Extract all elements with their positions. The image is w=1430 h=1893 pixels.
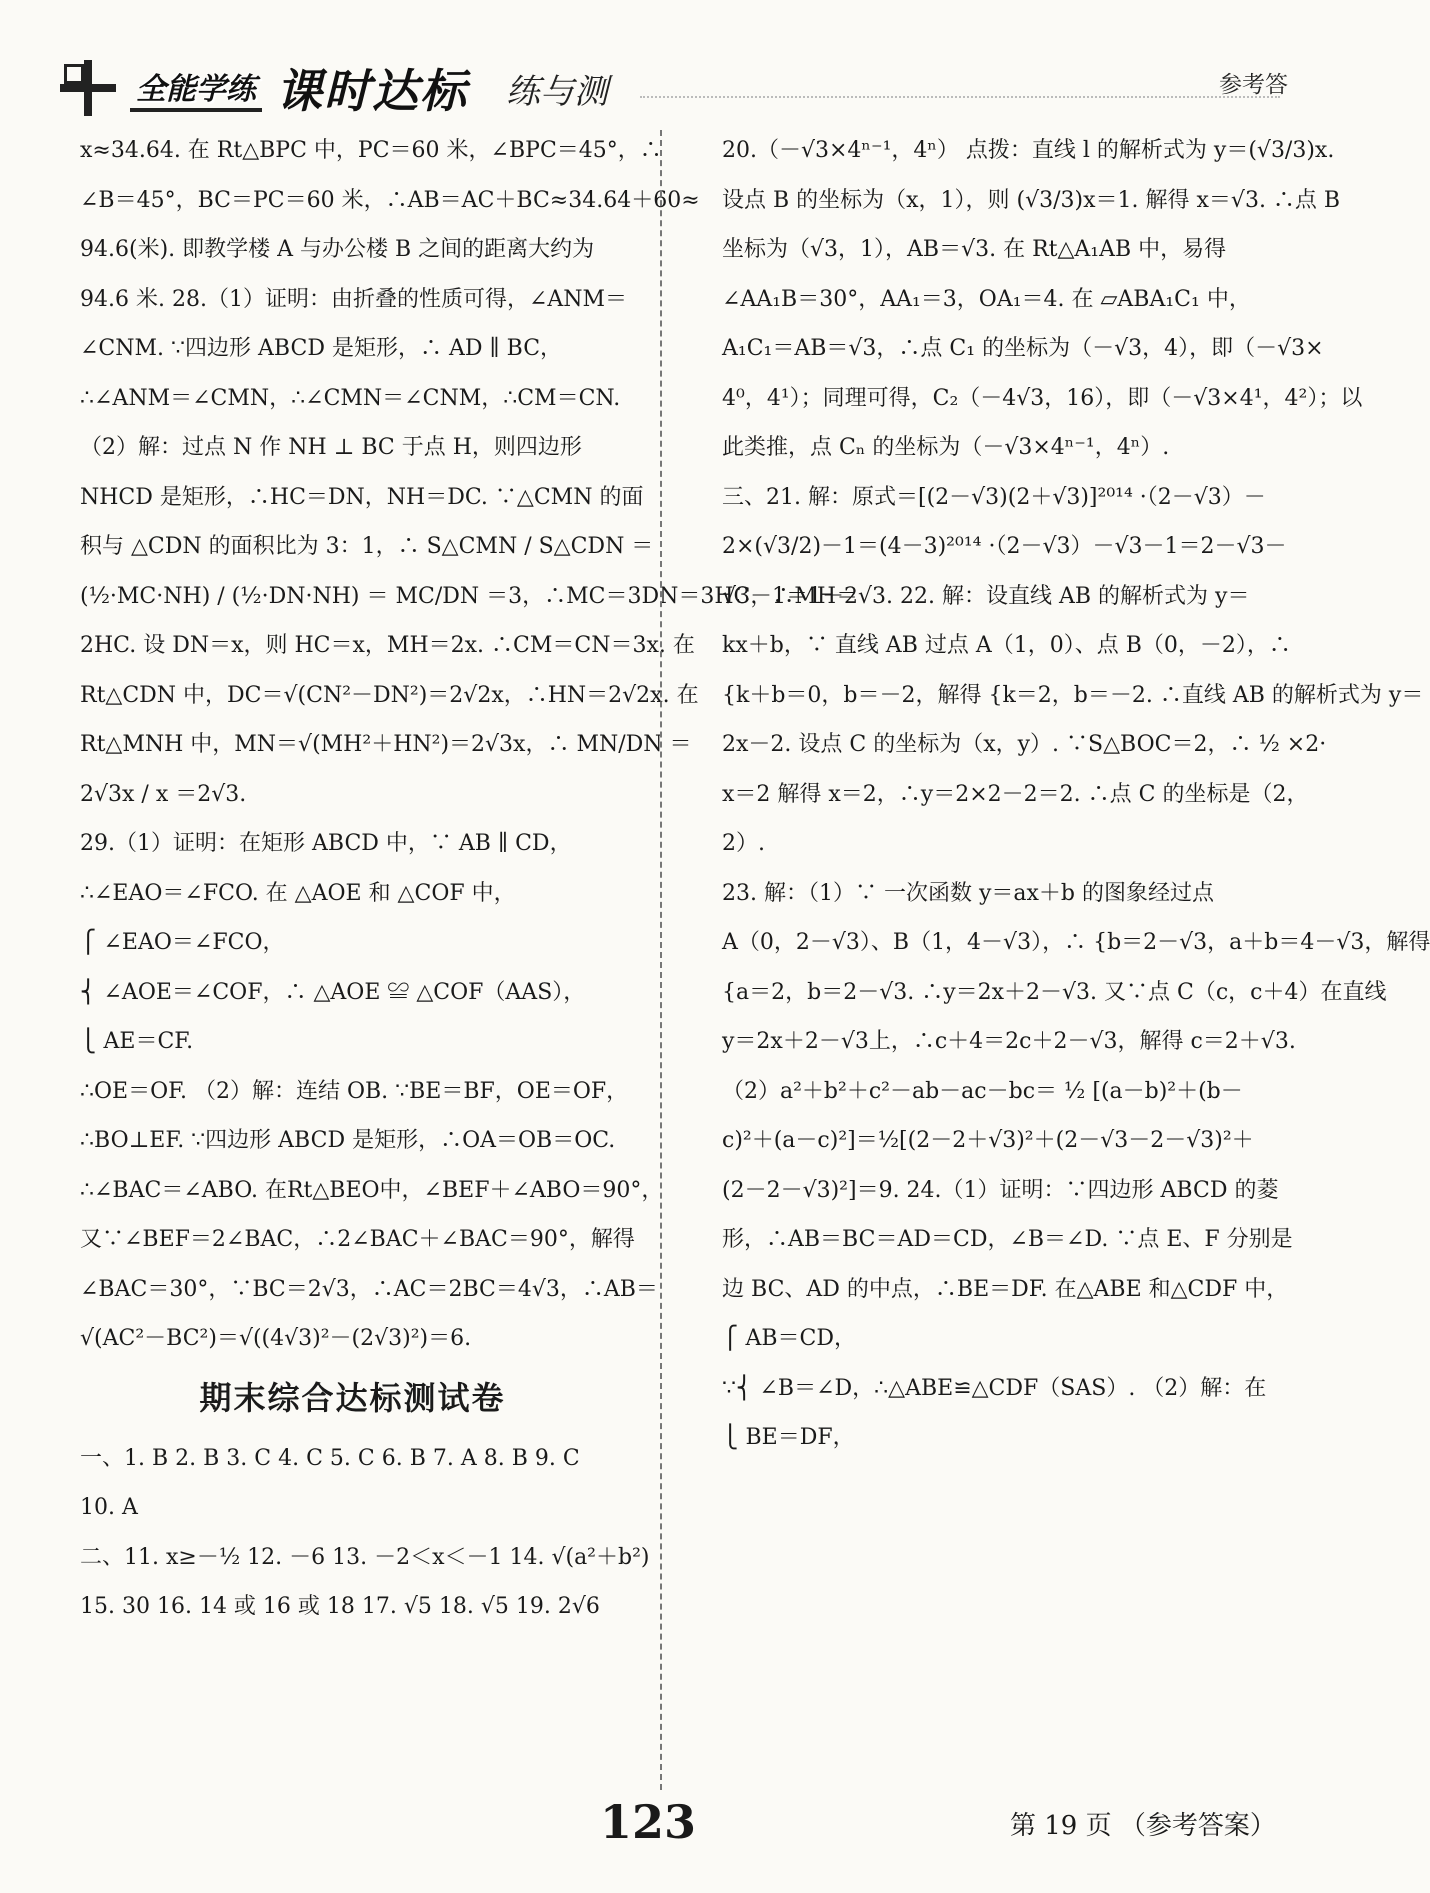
text-line: 积与 △CDN 的面积比为 3：1，∴ S△CMN / S△CDN ＝ xyxy=(80,534,654,559)
text-line: （2）a²＋b²＋c²－ab－ac－bc＝ ½ [(a－b)²＋(b－ xyxy=(722,1078,1243,1104)
section-title: 期末综合达标测试卷 xyxy=(199,1378,506,1417)
text-line: 29.（1）证明：在矩形 ABCD 中，∵ AB ∥ CD， xyxy=(80,831,572,856)
answers-block xyxy=(80,1434,650,1632)
footer-info xyxy=(1010,1805,1276,1842)
answer-line: 一、1. B 2. B 3. C 4. C 5. C 6. B 7. A 8. B 9. C xyxy=(80,1445,580,1471)
text-line: A（0，2－√3）、B（1，4－√3），∴ {b＝2－√3，a＋b＝4－√3，解得 xyxy=(722,930,1430,955)
header-right-label: 参考答 xyxy=(1219,72,1288,98)
text-line: 形，∴AB＝BC＝AD＝CD，∠B＝∠D. ∵点 E、F 分别是 xyxy=(722,1227,1293,1252)
logo-mark-icon xyxy=(60,60,116,116)
logo-title: 课时达标 xyxy=(276,64,468,118)
text-line: {k＋b＝0，b＝－2，解得 {k＝2，b＝－2. ∴直线 AB 的解析式为 y＝ xyxy=(722,682,1424,708)
text-line: 2×(√3/2)－1＝(4－3)²⁰¹⁴ ·（2－√3）－√3－1＝2－√3－ xyxy=(722,534,1287,559)
text-line: ⎨ ∠AOE＝∠COF，∴ △AOE ≌ △COF（AAS）， xyxy=(80,979,586,1005)
answer-label: （参考答案） xyxy=(1119,1811,1276,1841)
text-line: (2－2－√3)²]＝9. 24.（1）证明：∵四边形 ABCD 的菱 xyxy=(722,1177,1279,1203)
text-line: ∴∠ANM＝∠CMN，∴∠CMN＝∠CNM，∴CM＝CN. xyxy=(80,385,621,411)
left-text-block xyxy=(80,126,859,1364)
answer-line: 10. A xyxy=(80,1495,138,1520)
text-line: 94.6 米. 28.（1）证明：由折叠的性质可得，∠ANM＝ xyxy=(80,286,628,312)
text-line: (½·MC·NH) / (½·DN·NH) ＝ MC/DN ＝3，∴MC＝3DN＝3HC，∴MH＝ xyxy=(80,583,859,609)
text-line: ∠B＝45°，BC＝PC＝60 米，∴AB＝AC＋BC≈34.64＋60≈ xyxy=(80,187,700,213)
text-line: 2）. xyxy=(722,831,765,856)
text-line: 2x－2. 设点 C 的坐标为（x，y）. ∵S△BOC＝2，∴ ½ ×2· xyxy=(722,732,1327,757)
page-label: 第 19 页 xyxy=(1010,1811,1112,1841)
text-line: 又∵∠BEF＝2∠BAC，∴2∠BAC＋∠BAC＝90°，解得 xyxy=(80,1227,635,1252)
column-divider xyxy=(660,130,662,1790)
text-line: A₁C₁＝AB＝√3，∴点 C₁ 的坐标为（－√3，4），即（－√3× xyxy=(722,336,1324,361)
text-line: ∠AA₁B＝30°，AA₁＝3，OA₁＝4. 在 ▱ABA₁C₁ 中， xyxy=(722,286,1251,312)
text-line: ∴∠EAO＝∠FCO. 在 △AOE 和 △COF 中， xyxy=(80,880,516,906)
text-line: 此类推，点 Cₙ 的坐标为（－√3×4ⁿ⁻¹，4ⁿ）. xyxy=(722,435,1170,460)
answer-line: 15. 30 16. 14 或 16 或 18 17. √5 18. √5 19. 2√6 xyxy=(80,1594,600,1619)
series-logo xyxy=(60,55,608,121)
text-line: 94.6(米). 即教学楼 A 与办公楼 B 之间的距离大约为 xyxy=(80,237,595,262)
text-line: ⎧ ∠EAO＝∠FCO， xyxy=(80,930,285,955)
header-dotted-rule xyxy=(640,96,1280,98)
text-line: Rt△CDN 中，DC＝√(CN²－DN²)＝2√2x，∴HN＝2√2x. 在 xyxy=(80,682,699,708)
text-line: ∵⎨ ∠B＝∠D，∴△ABE≌△CDF（SAS）. （2）解：在 xyxy=(722,1375,1267,1401)
text-line: y＝2x＋2－√3上，∴c＋4＝2c＋2－√3，解得 c＝2＋√3. xyxy=(722,1029,1296,1054)
answer-line: 二、11. x≥－½ 12. －6 13. －2＜x＜－1 14. √(a²＋b²) xyxy=(80,1544,650,1570)
text-line: ∴BO⊥EF. ∵四边形 ABCD 是矩形，∴OA＝OB＝OC. xyxy=(80,1128,616,1153)
text-line: {a＝2，b＝2－√3. ∴y＝2x＋2－√3. 又∵点 C（c，c＋4）在直线 xyxy=(722,979,1387,1005)
text-line: 2HC. 设 DN＝x，则 HC＝x，MH＝2x. ∴CM＝CN＝3x. 在 xyxy=(80,633,695,658)
text-line: √3－1＝1－2√3. 22. 解：设直线 AB 的解析式为 y＝ xyxy=(722,583,1250,609)
page-header xyxy=(0,0,1300,120)
logo-subtitle: 练与测 xyxy=(506,71,608,112)
text-line: NHCD 是矩形，∴HC＝DN，NH＝DC. ∵△CMN 的面 xyxy=(80,484,644,510)
text-line: 23. 解：（1）∵ 一次函数 y＝ax＋b 的图象经过点 xyxy=(722,880,1214,906)
text-line: 设点 B 的坐标为（x，1），则 (√3/3)x＝1. 解得 x＝√3. ∴点 B xyxy=(722,187,1341,213)
text-line: 20.（－√3×4ⁿ⁻¹，4ⁿ） 点拨：直线 l 的解析式为 y＝(√3/3)x. xyxy=(722,138,1335,163)
text-line: ∴OE＝OF. （2）解：连结 OB. ∵BE＝BF，OE＝OF， xyxy=(80,1078,629,1104)
text-line: 边 BC、AD 的中点，∴BE＝DF. 在△ABE 和△CDF 中， xyxy=(722,1276,1289,1302)
text-line: ∠CNM. ∵四边形 ABCD 是矩形，∴ AD ∥ BC， xyxy=(80,336,563,361)
text-line: ⎩ BE＝DF， xyxy=(722,1425,855,1450)
text-line: Rt△MNH 中，MN＝√(MH²＋HN²)＝2√3x，∴ MN/DN ＝ xyxy=(80,732,692,757)
text-line: 4⁰，4¹）；同理可得，C₂（－4√3，16），即（－√3×4¹，4²）；以 xyxy=(722,385,1363,411)
text-line: （2）解：过点 N 作 NH ⊥ BC 于点 H，则四边形 xyxy=(80,435,582,460)
text-line: 三、21. 解：原式＝[(2－√3)(2＋√3)]²⁰¹⁴ ·（2－√3）－ xyxy=(722,484,1266,510)
text-line: ⎧ AB＝CD， xyxy=(722,1326,857,1351)
text-line: ∴∠BAC＝∠ABO. 在Rt△BEO中，∠BEF＋∠ABO＝90°， xyxy=(80,1177,664,1203)
text-line: x＝2 解得 x＝2，∴y＝2×2－2＝2. ∴点 C 的坐标是（2， xyxy=(722,781,1309,807)
text-line: c)²＋(a－c)²]＝½[(2－2＋√3)²＋(2－√3－2－√3)²＋ xyxy=(722,1128,1254,1153)
text-line: ∠BAC＝30°，∵BC＝2√3，∴AC＝2BC＝4√3，∴AB＝ xyxy=(80,1276,658,1302)
logo-series: 全能学练 xyxy=(130,64,262,112)
text-line: x≈34.64. 在 Rt△BPC 中，PC＝60 米，∠BPC＝45°，∴ xyxy=(80,138,662,163)
text-line: kx＋b，∵ 直线 AB 过点 A（1，0）、点 B（0，－2），∴ xyxy=(722,633,1291,658)
right-column xyxy=(722,126,1430,1463)
text-line: √(AC²－BC²)＝√((4√3)²－(2√3)²)＝6. xyxy=(80,1326,472,1351)
text-line: 2√3x / x ＝2√3. xyxy=(80,781,247,807)
right-text-block xyxy=(722,126,1430,1463)
text-line: ⎩ AE＝CF. xyxy=(80,1029,194,1054)
page-number: 123 xyxy=(600,1795,697,1849)
text-line: 坐标为（√3，1），AB＝√3. 在 Rt△A₁AB 中，易得 xyxy=(722,237,1227,262)
